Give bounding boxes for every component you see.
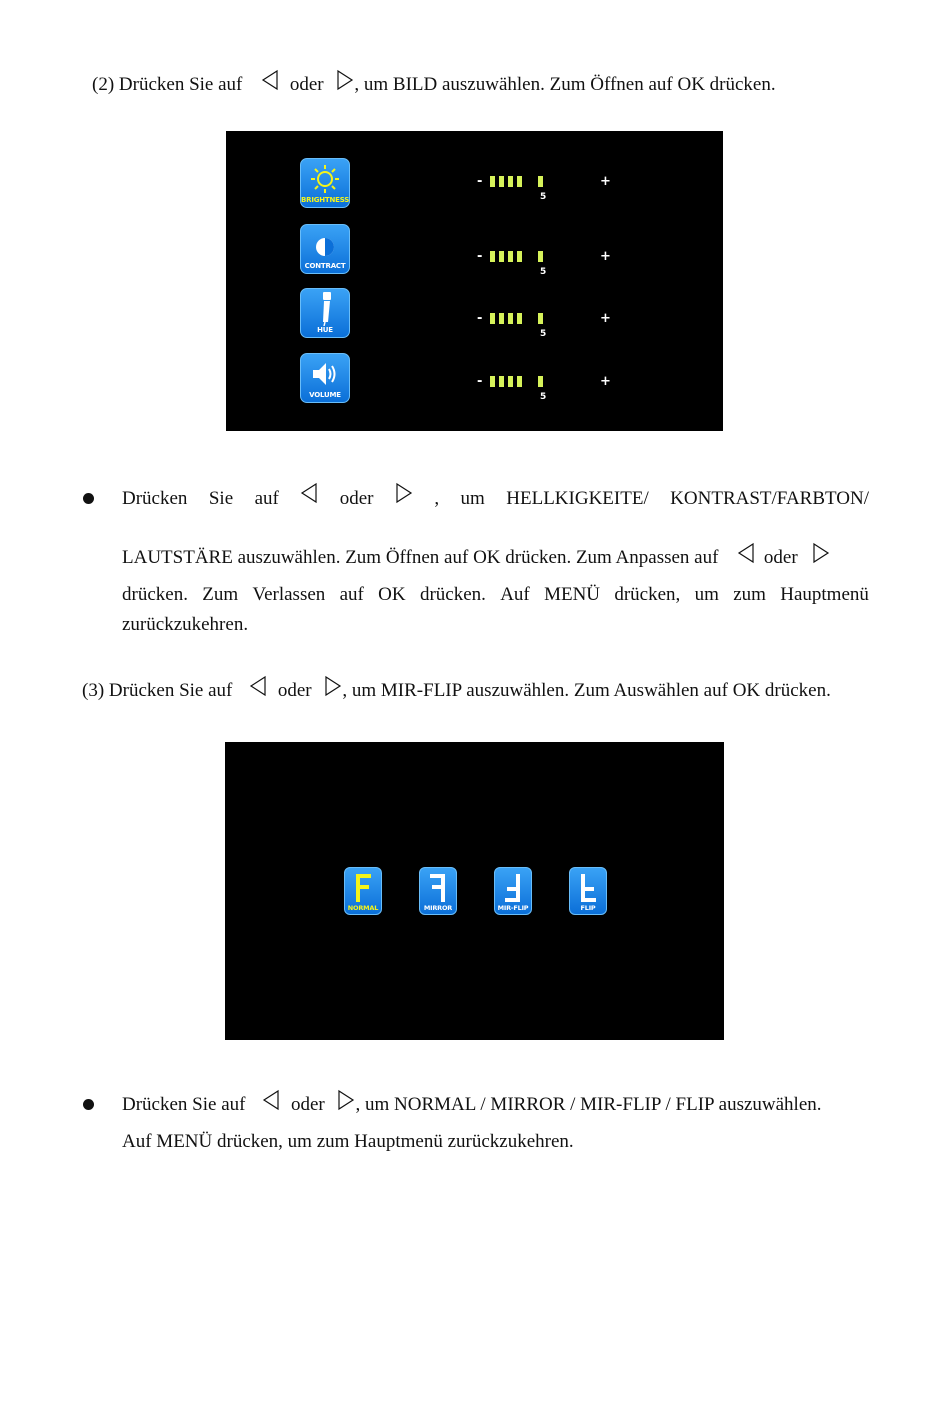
level-value: 5 xyxy=(540,329,547,339)
right-arrow-icon xyxy=(336,69,354,91)
level-bar xyxy=(538,251,543,262)
word: um xyxy=(694,584,719,605)
word: OK xyxy=(378,584,406,605)
mirror-tile xyxy=(419,867,457,915)
level-bar xyxy=(508,313,513,324)
normal-label: NORMAL xyxy=(347,904,379,912)
hue-label: HUE xyxy=(317,326,333,334)
left-arrow-icon xyxy=(300,482,318,506)
hue-tile xyxy=(300,288,350,338)
word: drücken, xyxy=(614,584,681,605)
word: Zum xyxy=(202,584,239,605)
bullet1-line1 xyxy=(122,487,869,511)
level-value: 5 xyxy=(540,392,547,402)
plus-sign: + xyxy=(600,174,611,189)
bullet1-oder2: oder xyxy=(763,547,798,568)
mir-flip-label: MIR-FLIP xyxy=(497,904,529,912)
level-bar xyxy=(538,176,543,187)
level-bar xyxy=(499,176,504,187)
level-bar xyxy=(517,376,522,387)
word: drücken. xyxy=(122,584,188,605)
level-bar xyxy=(517,251,522,262)
level-bar xyxy=(490,313,495,324)
level-bar xyxy=(490,176,495,187)
flip-label: FLIP xyxy=(580,904,596,912)
bullet2-prefix: Drücken Sie auf xyxy=(122,1094,246,1115)
word: Hauptmenü xyxy=(780,584,869,605)
brightness-label: BRIGHTNESS xyxy=(301,196,350,204)
step2-instruction xyxy=(92,73,776,97)
picture-menu-screen xyxy=(226,131,723,431)
speaker-icon xyxy=(301,360,349,394)
bullet2-oder: oder xyxy=(290,1094,325,1115)
mirror-label: MIRROR xyxy=(423,904,453,912)
word: auf xyxy=(254,488,279,509)
level-bar xyxy=(508,251,513,262)
word: zum xyxy=(733,584,766,605)
level-bar xyxy=(538,313,543,324)
step2-suffix: , um BILD auszuwählen. Zum Öffnen auf OK drücken. xyxy=(354,74,776,95)
level-value: 5 xyxy=(540,267,547,277)
word: Verlassen xyxy=(252,584,326,605)
level-bar xyxy=(517,176,522,187)
left-arrow-icon xyxy=(737,542,755,564)
level-bar xyxy=(490,251,495,262)
level-bar xyxy=(508,176,513,187)
word: KONTRAST/FARBTON/ xyxy=(670,488,869,509)
bullet2-line2: Auf MENÜ drücken, um zum Hauptmenü zurückzukehren. xyxy=(122,1131,574,1152)
word: oder xyxy=(339,488,374,509)
bullet2-line1 xyxy=(122,1093,822,1117)
level-bar xyxy=(508,376,513,387)
level-bar xyxy=(499,313,504,324)
right-arrow-icon xyxy=(812,542,830,564)
word: Auf xyxy=(500,584,530,605)
brightness-tile xyxy=(300,158,350,208)
plus-sign: + xyxy=(600,374,611,389)
mir-flip-tile xyxy=(494,867,532,915)
word: drücken. xyxy=(419,584,486,605)
left-arrow-icon xyxy=(262,1089,280,1111)
level-bar xyxy=(490,376,495,387)
contrast-icon xyxy=(301,235,349,265)
minus-sign: - xyxy=(477,374,483,389)
word: HELLKIGKEITE/ xyxy=(506,488,649,509)
bullet-dot xyxy=(83,493,94,504)
normal-tile xyxy=(344,867,382,915)
left-arrow-icon xyxy=(261,69,279,91)
bullet1-line2 xyxy=(122,546,830,570)
plus-sign: + xyxy=(600,249,611,264)
level-value: 5 xyxy=(540,192,547,202)
bullet1-line2-text: LAUTSTÄRE auszuwählen. Zum Öffnen auf OK drücken. Zum Anpassen auf xyxy=(122,547,719,568)
step2-prefix: (2) Drücken Sie auf xyxy=(92,74,243,95)
word: Drücken xyxy=(122,488,188,509)
level-bar xyxy=(499,251,504,262)
minus-sign: - xyxy=(477,249,483,264)
right-arrow-icon xyxy=(395,482,413,506)
bullet-dot xyxy=(83,1099,94,1110)
flip-tile xyxy=(569,867,607,915)
step3-instruction xyxy=(82,679,831,703)
step2-oder: oder xyxy=(289,74,324,95)
word: MENÜ xyxy=(544,584,601,605)
bullet1-line3 xyxy=(122,583,869,607)
step3-prefix: (3) Drücken Sie auf xyxy=(82,680,233,701)
left-arrow-icon xyxy=(249,675,267,697)
flip-menu-screen xyxy=(225,742,724,1040)
word: auf xyxy=(339,584,364,605)
minus-sign: - xyxy=(477,174,483,189)
level-bar xyxy=(517,313,522,324)
bullet1-line4: zurückzukehren. xyxy=(122,614,249,635)
plus-sign: + xyxy=(600,311,611,326)
contrast-tile xyxy=(300,224,350,274)
word: um xyxy=(460,488,485,509)
volume-label: VOLUME xyxy=(309,391,341,399)
word: Sie xyxy=(208,488,234,509)
minus-sign: - xyxy=(477,311,483,326)
level-bar xyxy=(538,376,543,387)
level-bar xyxy=(499,376,504,387)
right-arrow-icon xyxy=(337,1089,355,1111)
contrast-label: CONTRACT xyxy=(304,262,346,270)
right-arrow-icon xyxy=(324,675,342,697)
word: , xyxy=(434,488,440,509)
bullet2-suffix: , um NORMAL / MIRROR / MIR-FLIP / FLIP auszuwählen. xyxy=(355,1094,822,1115)
step3-suffix: , um MIR-FLIP auszuwählen. Zum Auswählen auf OK drücken. xyxy=(342,680,831,701)
step3-oder: oder xyxy=(277,680,312,701)
volume-tile xyxy=(300,353,350,403)
